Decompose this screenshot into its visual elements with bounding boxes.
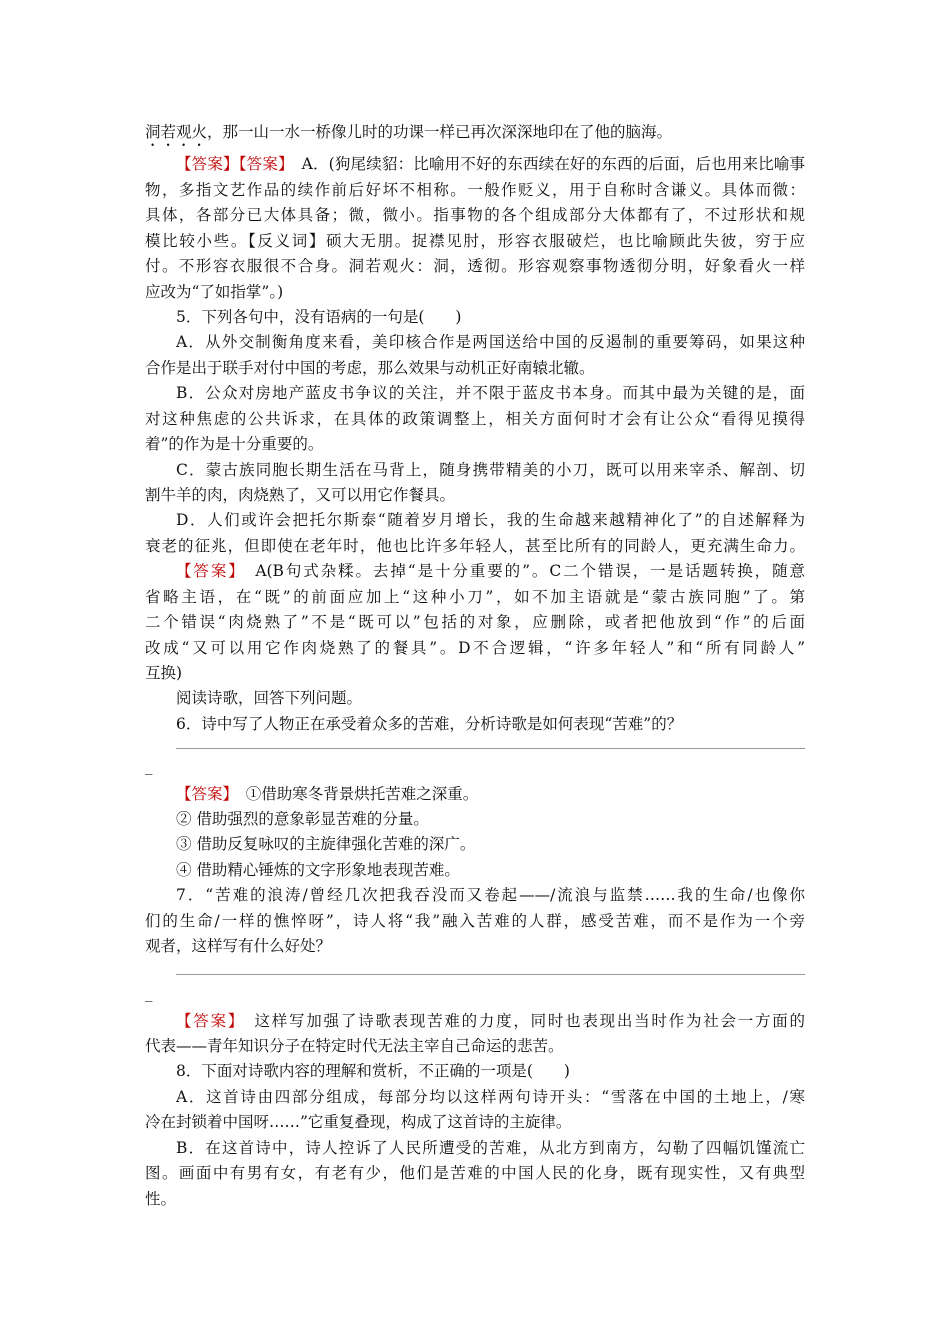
text-line: 合作是出于联手对付中国的考虑，那么效果与动机正好南辕北辙。 — [145, 359, 595, 377]
answer-line — [176, 1011, 805, 1031]
question-8: 8．下面对诗歌内容的理解和赏析，不正确的一项是( ) — [176, 1062, 570, 1080]
text-line: 对这种焦虑的公共诉求，在具体的政策调整上，相关方面何时才会有让公众“看得见摸得 — [145, 410, 805, 428]
option-d: D．人们或许会把托尔斯泰“随着岁月增长，我的生命越来越精神化了”的自述解释为 — [176, 511, 805, 529]
answer-line — [176, 561, 805, 581]
instruction: 阅读诗歌，回答下列问题。 — [176, 689, 363, 707]
text-line: ④ 借助精心锤炼的文字形象地表现苦难。 — [176, 861, 460, 879]
answer-line — [176, 154, 805, 174]
line-text: ，那一山一水一桥像儿时的功课一样已再次深深地印在了他的脑海。 — [207, 123, 673, 141]
answer-tag: 【答案】 — [238, 155, 286, 173]
line-text: 这样写加强了诗歌表现苦难的力度，同时也表现出当时作为社会一方面的 — [237, 1012, 805, 1030]
option-b: B．公众对房地产蓝皮书争议的关注，并不限于蓝皮书本身。而其中最为关键的是，面 — [176, 384, 805, 402]
option-c: C．蒙古族同胞长期生活在马背上，随身携带精美的小刀，既可以用来宰杀、解剖、切 — [176, 461, 805, 479]
text-line: 二个错误“肉烧熟了”不是“既可以”包括的对象，应删除，或者把他放到“作”的后面 — [145, 613, 805, 631]
question-6: 6．诗中写了人物正在承受着众多的苦难，分析诗歌是如何表现“苦难”的？ — [176, 715, 683, 733]
line-text: A(B句式杂糅。去掉“是十分重要的”。C二个错误，一是话题转换，随意 — [237, 562, 805, 580]
text-line: 代表——青年知识分子在特定时代无法主宰自己命运的悲苦。 — [145, 1037, 564, 1055]
text-line: 着”的作为是十分重要的。 — [145, 435, 324, 453]
option-b: B．在这首诗中，诗人控诉了人民所遭受的苦难，从北方到南方，勾勒了四幅饥馑流亡 — [176, 1139, 805, 1157]
question-7: 7．“苦难的浪涛/曾经几次把我吞没而又卷起——/流浪与监禁……我的生命/也像你 — [176, 886, 805, 904]
text-line: 冷在封锁着中国呀……”它重复叠现，构成了这首诗的主旋律。 — [145, 1113, 572, 1131]
answer-tag: 【答案】 — [176, 785, 231, 803]
text-line: 具体，各部分已大体具备；微，微小。指事物的各个组成部分大体都有了，不过形状和规 — [145, 206, 805, 224]
text-line: 图。画面中有男有女，有老有少，他们是苦难的中国人民的化身，既有现实性，又有典型 — [145, 1164, 805, 1182]
emphasized-idiom: 洞若观火 — [145, 123, 208, 141]
option-a: A．从外交制衡角度来看，美印核合作是两国送给中国的反遏制的重要筹码，如果这种 — [176, 333, 805, 351]
question-5: 5．下列各句中，没有语病的一句是( ) — [176, 308, 462, 326]
answer-blank-line — [176, 748, 805, 749]
line-text: A．(狗尾续貂：比喻用不好的东西续在好的东西的后面，后也用来比喻事 — [285, 155, 805, 173]
answer-tag: 【答案】 — [176, 155, 239, 173]
text-line: 模比较小些。【反义词】硕大无朋。捉襟见肘，形容衣服破烂，也比喻顾此失彼，穷于应 — [145, 232, 805, 250]
option-a: A．这首诗由四部分组成，每部分均以这样两句诗开头：“雪落在中国的土地上，/寒 — [176, 1088, 805, 1106]
text-line: ② 借助强烈的意象彰显苦难的分量。 — [176, 810, 429, 828]
blank-marker: _ — [145, 984, 153, 1002]
text-line: 省略主语，在“既”的前面应加上“这种小刀”，如不加主语就是“蒙古族同胞”了。第 — [145, 588, 805, 606]
answer-blank-line — [176, 974, 805, 975]
answer-tag: 【答案】 — [176, 562, 238, 580]
text-line: 改成“又可以用它作肉烧熟了的餐具”。D不合逻辑，“许多年轻人”和“所有同龄人” — [145, 639, 805, 657]
text-line: 付。不形容衣服很不合身。洞若观火：洞，透彻。形容观察事物透彻分明，好象看火一样 — [145, 257, 805, 275]
text-line: 衰老的征兆，但即使在老年时，他也比许多年轻人，甚至比所有的同龄人，更充满生命力。 — [145, 537, 805, 555]
text-line: 应改为“了如指掌”。) — [145, 283, 284, 301]
text-line: 们的生命/一样的憔悴呀”，诗人将“我”融入苦难的人群，感受苦难，而不是作为一个旁 — [145, 912, 805, 930]
text-line: 割牛羊的肉，肉烧熟了，又可以用它作餐具。 — [145, 486, 456, 504]
answer-tag: 【答案】 — [176, 1012, 238, 1030]
answer-line — [176, 784, 805, 804]
text-line — [145, 122, 805, 150]
text-line: 互换) — [145, 664, 183, 682]
text-line: 物，多指文艺作品的续作前后好坏不相称。一般作贬义，用于自称时含谦义。具体而微： — [145, 181, 805, 199]
text-line: 观者，这样写有什么好处？ — [145, 937, 332, 955]
text-line: 性。 — [145, 1190, 177, 1208]
blank-marker: _ — [145, 757, 153, 775]
text-line: ③ 借助反复咏叹的主旋律强化苦难的深广。 — [176, 835, 476, 853]
line-text: ①借助寒冬背景烘托苦难之深重。 — [230, 785, 479, 803]
